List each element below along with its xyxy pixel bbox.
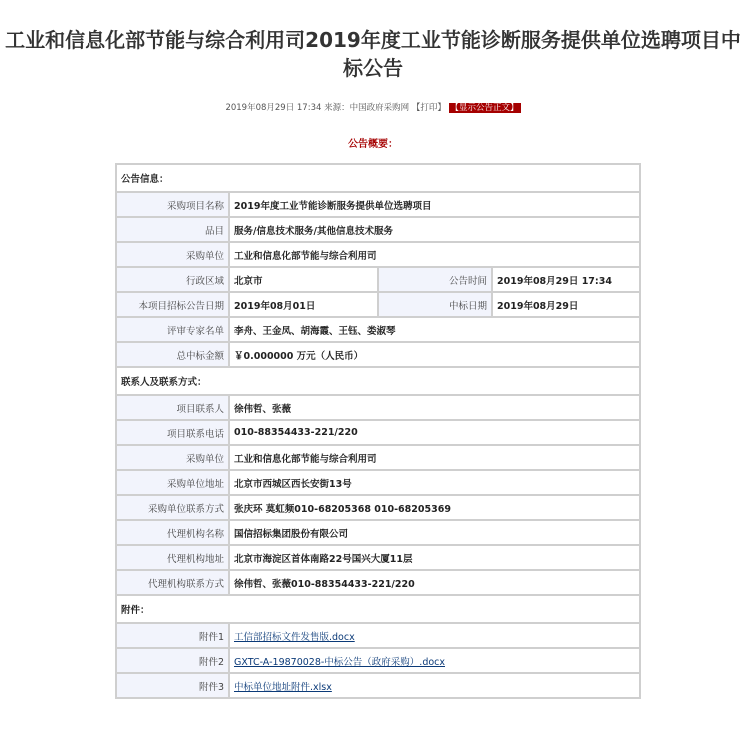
table-row (116, 520, 640, 545)
table-row (116, 420, 640, 445)
row-value: 010-88354433-221/220 (229, 420, 640, 445)
table-row (116, 192, 640, 217)
row-value: 工业和信息化部节能与综合利用司 (229, 445, 640, 470)
row-label: 采购单位联系方式 (116, 495, 229, 520)
announce-time: 2019年08月29日 17:34 (492, 267, 640, 292)
row-label: 采购单位 (116, 242, 229, 267)
row-value: 国信招标集团股份有限公司 (229, 520, 640, 545)
amount: ￥0.000000 万元（人民币） (229, 342, 640, 367)
table-row (116, 317, 640, 342)
row-value: 徐伟哲、张薇 (229, 395, 640, 420)
print-link[interactable]: 【打印】 (411, 103, 446, 113)
row-label: 项目联系电话 (116, 420, 229, 445)
table-row (116, 445, 640, 470)
table-row (116, 217, 640, 242)
page-title: 工业和信息化部节能与综合利用司2019年度工业节能诊断服务提供单位选聘项目中标公告 (5, 28, 741, 80)
row-label: 项目联系人 (116, 395, 229, 420)
row-label: 总中标金额 (116, 342, 229, 367)
table-row (116, 395, 640, 420)
publish-datetime: 2019年08月29日 17:34 (225, 103, 322, 113)
experts: 李舟、王金凤、胡海霞、王钰、娄淑琴 (229, 317, 640, 342)
category: 服务/信息技术服务/其他信息技术服务 (229, 217, 640, 242)
table-row (116, 623, 640, 648)
award-date: 2019年08月29日 (492, 292, 640, 317)
row-label: 代理机构联系方式 (116, 570, 229, 595)
region: 北京市 (229, 267, 378, 292)
row-label: 附件3 (116, 673, 229, 698)
row-label: 中标日期 (378, 292, 492, 317)
tender-date: 2019年08月01日 (229, 292, 378, 317)
section-heading-contact: 联系人及联系方式： (116, 367, 640, 395)
section-heading-info: 公告信息： (116, 164, 640, 192)
row-label: 采购单位 (116, 445, 229, 470)
row-label: 采购单位地址 (116, 470, 229, 495)
table-row (116, 242, 640, 267)
row-value: 北京市西城区西长安街13号 (229, 470, 640, 495)
row-value: 北京市海淀区首体南路22号国兴大厦11层 (229, 545, 640, 570)
table-row (116, 292, 640, 317)
table-row (116, 673, 640, 698)
announcement-meta (0, 101, 746, 113)
show-full-text-button[interactable]: 【显示公告正文】 (450, 103, 519, 113)
table-row (116, 267, 640, 292)
attachment-link[interactable]: 中标单位地址附件.xlsx (234, 681, 332, 693)
row-label: 品目 (116, 217, 229, 242)
table-row (116, 570, 640, 595)
row-label: 附件1 (116, 623, 229, 648)
purchaser: 工业和信息化部节能与综合利用司 (229, 242, 640, 267)
attachment-link[interactable]: GXTC-A-19870028-中标公告（政府采购）.docx (234, 656, 446, 668)
row-label: 代理机构地址 (116, 545, 229, 570)
table-row (116, 470, 640, 495)
section-heading-attachments: 附件： (116, 595, 640, 623)
row-label: 行政区域 (116, 267, 229, 292)
summary-heading: 公告概要： (348, 139, 398, 150)
attachment-link[interactable]: 工信部招标文件发售版.docx (234, 631, 355, 643)
row-value: 张庆环 莫虹频010-68205368 010-68205369 (229, 495, 640, 520)
source: 来源：中国政府采购网 (324, 103, 410, 113)
table-row (116, 648, 640, 673)
table-row (116, 342, 640, 367)
row-label: 评审专家名单 (116, 317, 229, 342)
row-label: 本项目招标公告日期 (116, 292, 229, 317)
row-label: 公告时间 (378, 267, 492, 292)
row-value: 徐伟哲、张薇010-88354433-221/220 (229, 570, 640, 595)
row-label: 附件2 (116, 648, 229, 673)
table-row (116, 495, 640, 520)
announcement-summary-table (115, 163, 641, 699)
row-label: 代理机构名称 (116, 520, 229, 545)
project-name: 2019年度工业节能诊断服务提供单位选聘项目 (229, 192, 640, 217)
row-label: 采购项目名称 (116, 192, 229, 217)
table-row (116, 545, 640, 570)
